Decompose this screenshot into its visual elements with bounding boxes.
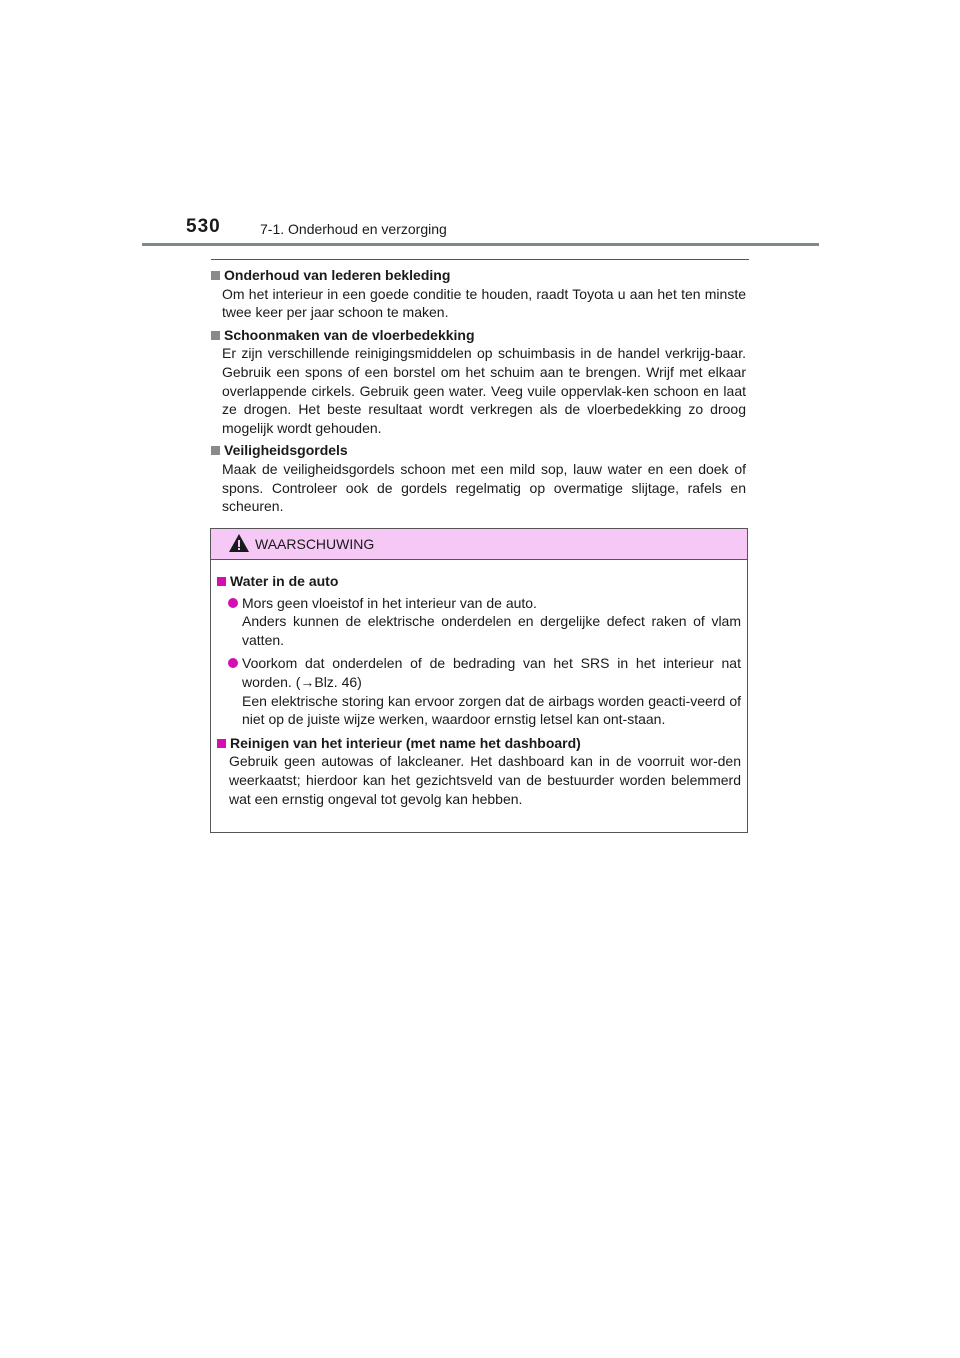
square-bullet-icon [211, 331, 220, 340]
warning-section-title: Water in de auto [230, 573, 339, 589]
square-bullet-icon [211, 271, 220, 280]
warning-box [210, 528, 748, 833]
list-item [228, 654, 741, 728]
square-bullet-icon [217, 577, 226, 586]
warning-header [211, 529, 747, 560]
warning-section-body: Gebruik geen autowas of lakcleaner. Het dashboard kan in de voorruit wor-den weerkaatst; hierdoor kan het gezichtsveld van de bestuurder worden belemmerd wat een ernstig ongeval tot gevolg kan hebben. [229, 753, 741, 807]
warning-title: WAARSCHUWING [255, 536, 375, 552]
warning-triangle-icon [228, 533, 250, 553]
item-body: Er zijn verschillende reinigingsmiddelen op schuimbasis in de handel verkrijg-baar. Gebruik een spons of een borstel om het schuim aan te brengen. Wrijf met elkaar overlappende cirkels. Gebruik geen water. Veeg vuile oppervlak-ken schoon en laat ze drogen. Het beste resultaat wordt verkregen als de vloerbedekking zo droog mogelijk wordt gehouden. [222, 345, 746, 436]
bullet-line: Anders kunnen de elektrische onderdelen en dergelijke defect raken of vlam vatten. [242, 613, 741, 648]
item-title: Onderhoud van lederen bekleding [224, 267, 451, 283]
circle-bullet-icon [228, 658, 238, 668]
bullet-line: Voorkom dat onderdelen of de bedrading van het SRS in het interieur nat worden. (→Blz. 46) [242, 655, 741, 690]
item-body: Maak de veiligheidsgordels schoon met een mild sop, lauw water en een doek of spons. Controleer ook de gordels regelmatig op overmatige slijtage, rafels en scheuren. [222, 460, 746, 515]
section-title: 7-1. Onderhoud en verzorging [260, 221, 447, 237]
bullet-line: Mors geen vloeistof in het interieur van de auto. [242, 594, 537, 611]
item-carpet-cleaning [211, 326, 746, 438]
main-content [211, 266, 746, 520]
item-leather-care [211, 266, 746, 322]
item-body: Om het interieur in een goede conditie te houden, raadt Toyota u aan het ten minste twee keer per jaar schoon te maken. [222, 285, 746, 321]
item-seatbelts [211, 441, 746, 515]
list-item [228, 594, 741, 650]
square-bullet-icon [211, 446, 220, 455]
warning-section-dashboard [217, 734, 741, 808]
bullet-line: Een elektrische storing kan ervoor zorgen dat de airbags worden geacti-veerd of niet op de juiste wijze werken, waardoor ernstig letsel kan ont-staan. [242, 692, 741, 728]
header-rule [142, 243, 819, 246]
item-title: Veiligheidsgordels [224, 442, 348, 459]
warning-section-title: Reinigen van het interieur (met name het dashboard) [230, 734, 581, 751]
item-title: Schoonmaken van de vloerbedekking [224, 326, 475, 343]
circle-bullet-icon [228, 598, 238, 608]
content-rule [211, 259, 749, 260]
page-number: 530 [186, 216, 221, 237]
warning-body [211, 560, 747, 808]
square-bullet-icon [217, 739, 226, 748]
warning-section-water [217, 572, 741, 729]
